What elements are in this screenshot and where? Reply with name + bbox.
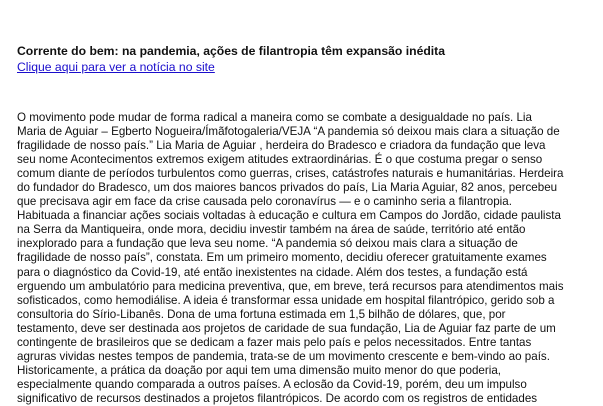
article xyxy=(17,44,587,405)
view-news-link[interactable]: Clique aqui para ver a notícia no site xyxy=(17,60,215,74)
body-line: fragilidade de nosso país”, constata. Em um primeiro momento, decidiu oferecer gratuitamente exames xyxy=(17,251,547,265)
body-line: para o diagnóstico da Covid-19, até então inexistentes na cidade. Além dos testes, a fundação está xyxy=(17,265,528,279)
body-line: seu nome Acontecimentos extremos exigem atitudes extraordinárias. É o que costuma pregar o senso xyxy=(17,153,543,167)
body-line: do fundador do Bradesco, um dos maiores bancos privados do país, Lia Maria Aguiar, 82 anos, percebeu xyxy=(17,181,558,195)
body-line: agruras vividas nestes tempos de pandemia, trata-se de um movimento crescente e bem-vindo ao país. xyxy=(17,349,550,363)
body-line: testamento, deve ser destinada aos projetos de caridade de sua fundação, Lia de Aguiar faz parte de um xyxy=(17,321,556,335)
body-line: O movimento pode mudar de forma radical a maneira como se combate a desigualdade no país. Lia xyxy=(17,111,532,124)
article-body xyxy=(17,111,587,406)
body-line: que precisava agir em face da crise causada pelo coronavírus — e o caminho seria a filantropia. xyxy=(17,195,512,209)
body-line: comum diante de períodos turbulentos como guerras, crises, catástrofes naturais e humanitárias. Herdeira xyxy=(17,167,564,181)
body-line: na Serra da Mantiqueira, onde mora, decidiu investir também na área de saúde, território até então xyxy=(17,223,526,237)
body-line: especialmente quando comparada a outros países. A eclosão da Covid-19, porém, deu um impulso xyxy=(17,377,527,391)
body-line: significativo de recursos destinados a projetos filantrópicos. De acordo com os registros de entidades xyxy=(17,391,538,405)
body-line: consultoria do Sírio-Libanês. Dona de uma fortuna estimada em 1,5 bilhão de dólares, que, por xyxy=(17,307,506,321)
body-line: inexplorado para a fundação que leva seu nome. “A pandemia só deixou mais clara a situação de xyxy=(17,237,518,251)
body-line: sofisticados, como hemodiálise. A ideia é transformar essa unidade em hospital filantrópico, gerido sob a xyxy=(17,293,555,307)
body-line: Habituada a financiar ações sociais voltadas à educação e cultura em Campos do Jordão, cidade paulista xyxy=(17,209,561,223)
body-line: contingente de brasileiros que se dedicam a fazer mais pelo país e pelos necessitados. Entre tantas xyxy=(17,335,532,349)
article-headline: Corrente do bem: na pandemia, ações de filantropia têm expansão inédita xyxy=(17,44,446,58)
body-line: erguendo um ambulatório para medicina preventiva, que, em breve, terá recursos para atendimentos mais xyxy=(17,279,564,293)
body-line: Maria de Aguiar – Egberto Nogueira/Ímãfotogaleria/VEJA “A pandemia só deixou mais clara a situação de xyxy=(17,125,560,139)
body-line: fragilidade de nosso país.” Lia Maria de Aguiar , herdeira do Bradesco e criadora da fundação que leva xyxy=(17,139,546,153)
body-line: Historicamente, a prática da doação por aqui tem uma dimensão muito menor do que poderia, xyxy=(17,363,501,377)
